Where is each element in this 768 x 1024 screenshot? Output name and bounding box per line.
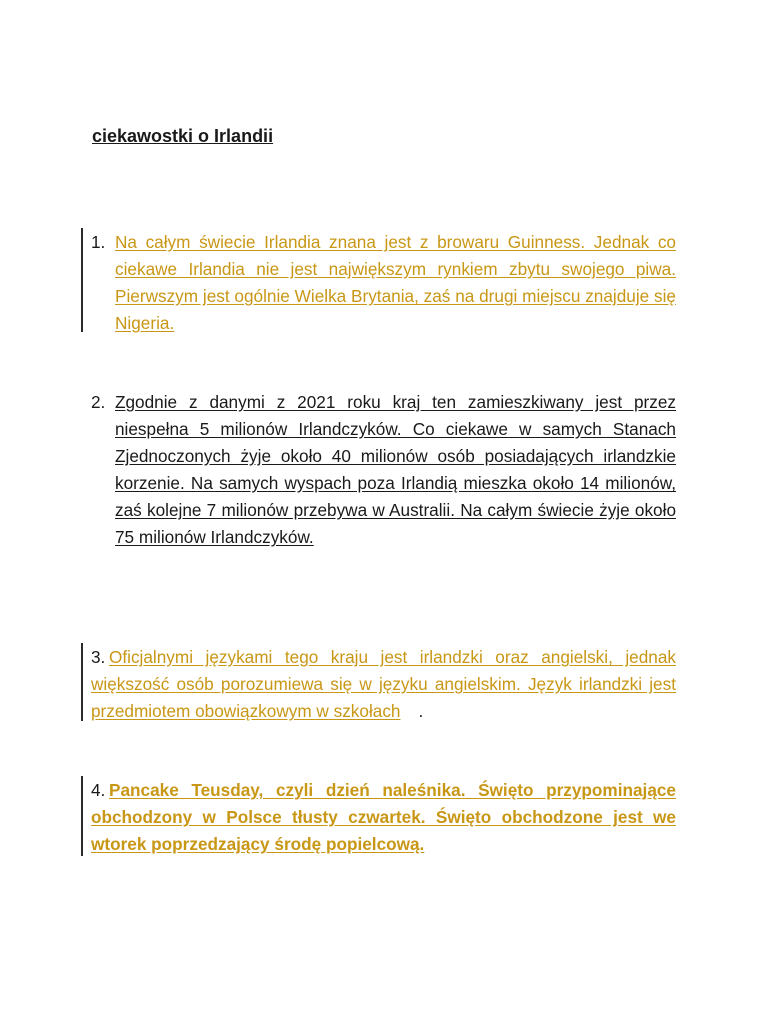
list-item-number: 1. (91, 232, 106, 252)
list-item-trailing-period: . (418, 701, 424, 721)
list-item-number: 4. (91, 780, 106, 800)
margin-bar (81, 776, 83, 856)
list-item-text: Na całym świecie Irlandia znana jest z browaru Guinness. Jednak co ciekawe Irlandia nie jest największym rynkiem zbytu swojego piwa. Pierwszym jest ogólnie Wielka Brytania, zaś na drugi miejscu znajduje się Nigeria. (115, 232, 676, 333)
list-item-text: Pancake Teusday, czyli dzień naleśnika. Święto przypominające obchodzony w Polsce tłusty czwartek. Święto obchodzone jest we wtorek poprzedzający środę popielcową. (91, 780, 676, 854)
margin-bar (81, 643, 83, 721)
list-item (91, 777, 676, 858)
document-title: ciekawostki o Irlandii (92, 126, 274, 146)
list-item-text-content: Oficjalnymi językami tego kraju jest irlandzki oraz angielski, jednak większość osób porozumiewa się w języku angielskim. Język irlandzki jest przedmiotem obowiązkowym w szkołach (91, 647, 676, 721)
list-item (91, 389, 676, 551)
list-item-number: 3. (91, 647, 106, 667)
list-item-text: Zgodnie z danymi z 2021 roku kraj ten zamieszkiwany jest przez niespełna 5 milionów Irlandczyków. Co ciekawe w samych Stanach Zjednoczonych żyje około 40 milionów osób posiadających irlandzkie korzenie. Na samych wyspach poza Irlandią mieszka około 14 milionów, zaś kolejne 7 milionów przebywa w Australii. Na całym świecie żyje około 75 milionów Irlandczyków. (115, 392, 676, 547)
margin-bar (81, 228, 83, 332)
list-item (91, 229, 676, 337)
list-item-number: 2. (91, 392, 106, 412)
list-item-text (91, 644, 676, 725)
list-item (91, 644, 676, 725)
